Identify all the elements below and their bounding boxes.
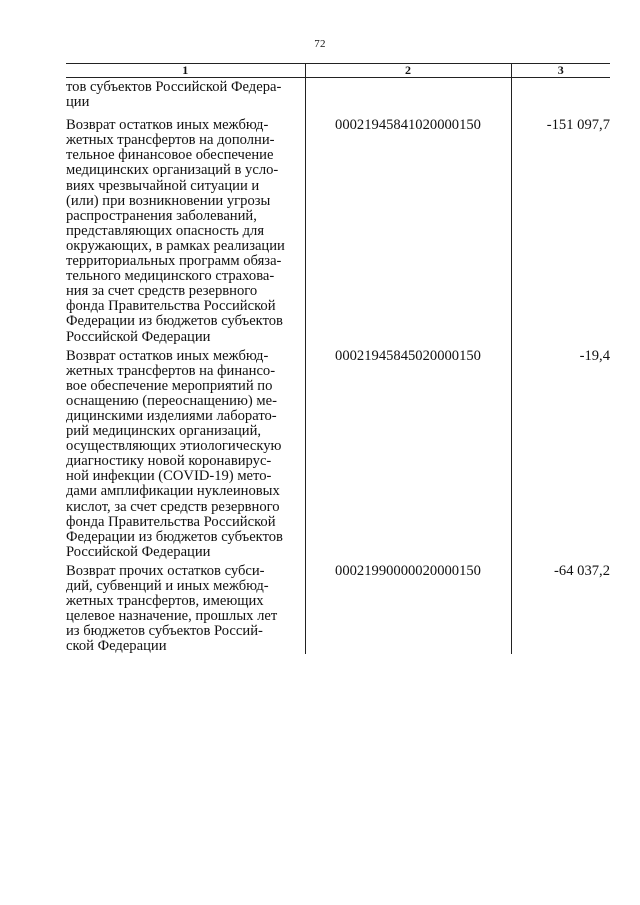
row-code: 00021945841020000150 [305,114,511,344]
row-description [66,560,305,655]
column-header-3: 3 [511,64,610,78]
table-header-row [66,64,610,78]
row-amount: -19,4 [511,345,610,560]
continuation-text [66,78,305,115]
table-row-continuation [66,78,610,115]
table-row [66,560,610,655]
page-number: 72 [314,38,326,50]
data-table [66,63,610,654]
row-description-text: Возврат остатков иных межбюд- жетных трансфертов на финансо- вое обеспечение мероприятий по оснащению (переоснащению) ме- дицинскими изделиями лаборато- рий медицинских организаций, осуществляющих этиологическую диагностику новой коронавирус- ной инфекции (COVID-19) мето- дами амплификации нуклеиновых кислот, за счет средств резервного фонда Правительства Российской Федерации из бюджетов субъектов Российской Федерации [66,347,283,560]
row-description [66,345,305,560]
row-amount: -151 097,7 [511,114,610,344]
continuation-amount-cell [511,78,610,115]
table-row [66,345,610,560]
row-description-text: Возврат остатков иных межбюд- жетных трансфертов на дополни- тельное финансовое обеспечение медицинских организаций в усло- виях чрезвычайной ситуации и (или) при возникновении угрозы распространения заболеваний, представляющих опасность для окружающих, в рамках реализации территориальных программ обяза- тельного медицинского страхова- ния за счет средств резервного фонда Правительства Российской Федерации из бюджетов субъектов Российской Федерации [66,117,285,345]
row-amount: -64 037,2 [511,560,610,655]
row-description [66,114,305,344]
row-code: 00021990000020000150 [305,560,511,655]
column-header-1: 1 [66,64,305,78]
row-code: 00021945845020000150 [305,345,511,560]
row-description-text: Возврат прочих остатков субси- дий, субвенций и иных межбюд- жетных трансфертов, имеющих целевое назначение, прошлых лет из бюджетов субъектов Россий- ской Федерации [66,562,278,655]
table-row [66,114,610,344]
continuation-code-cell [305,78,511,115]
column-header-2: 2 [305,64,511,78]
continuation-text-lines: тов субъектов Российской Федера- ции [66,79,282,111]
